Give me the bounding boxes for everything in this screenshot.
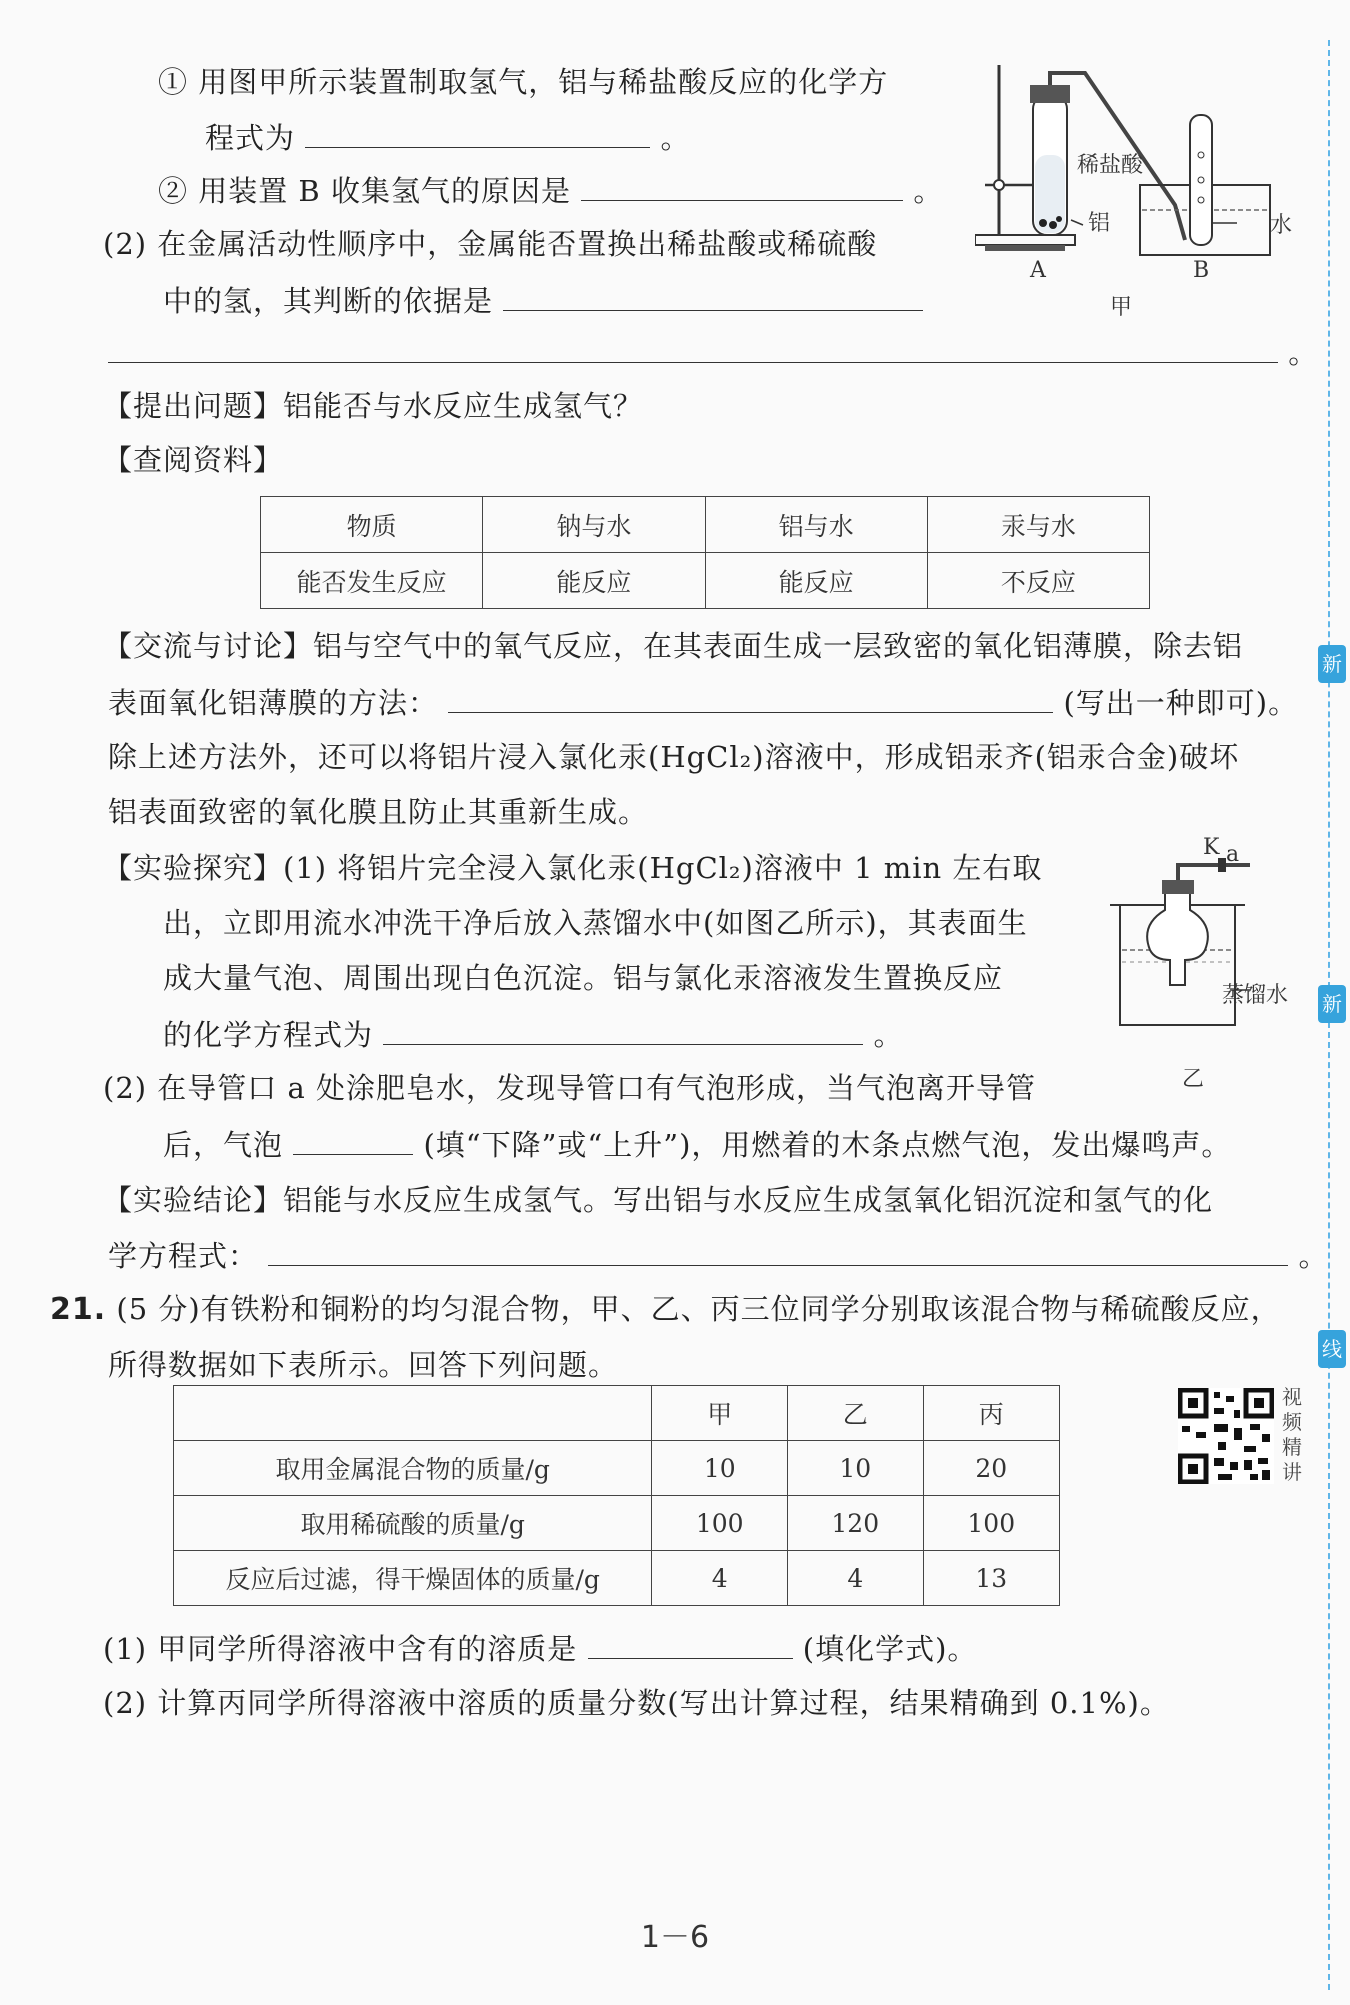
table2-header-row	[174, 1386, 1060, 1441]
side-tab: 线	[1318, 1330, 1346, 1368]
table1-header-cell: 钠与水	[483, 497, 705, 553]
qr-caption-char: 视	[1282, 1385, 1302, 1409]
table2-cell: 反应后过滤，得干燥固体的质量/g	[174, 1551, 652, 1606]
discuss-line4: 铝表面致密的氧化膜且防止其重新生成。	[108, 795, 649, 829]
table2-header-cell: 乙	[788, 1386, 924, 1441]
figure-yi-a-label: a	[1226, 842, 1240, 867]
table1-header-cell: 铝与水	[705, 497, 927, 553]
explore-line1: 【实验探究】(1) 将铝片完全浸入氯化汞(HgCl₂)溶液中 1 min 左右取	[103, 851, 1043, 885]
q1-reason-blank[interactable]	[581, 170, 903, 201]
table2-cell: 20	[923, 1441, 1059, 1496]
table2-cell: 取用稀硫酸的质量/g	[174, 1496, 652, 1551]
q1-part2-label: 中的氢，其判断的依据是	[163, 284, 494, 318]
table2-cell: 取用金属混合物的质量/g	[174, 1441, 652, 1496]
table2-header-cell: 甲	[652, 1386, 788, 1441]
figure-jia-apparatus	[975, 55, 1310, 325]
q1-part2-line3	[108, 332, 1318, 373]
table1-header-row	[261, 497, 1150, 553]
q1-step1-line1: ① 用图甲所示装置制取氢气，铝与稀盐酸反应的化学方	[158, 65, 889, 99]
data-table-experiments	[173, 1385, 1060, 1606]
explore-equation-blank[interactable]	[383, 1014, 863, 1045]
table2-cell: 4	[788, 1551, 924, 1606]
q1-step1-label: 程式为	[205, 121, 296, 155]
lookup-heading: 【查阅资料】	[103, 443, 284, 477]
figure-jia-acid-label: 稀盐酸	[1077, 153, 1144, 178]
q1-part2-line2	[163, 280, 923, 321]
conclusion-line2	[108, 1235, 1328, 1276]
q21-line2: 所得数据如下表所示。回答下列问题。	[108, 1348, 619, 1382]
table1-header-cell: 物质	[261, 497, 483, 553]
figure-jia-al-label: 铝	[1088, 211, 1111, 236]
discuss-line2	[108, 682, 1298, 723]
table2-row	[174, 1551, 1060, 1606]
q1-step2-end: 。	[913, 174, 944, 208]
qr-caption-char: 讲	[1282, 1460, 1302, 1484]
discuss-method-label: 表面氧化铝薄膜的方法：	[108, 686, 439, 720]
table1-cell: 不反应	[927, 553, 1149, 609]
q21-number: 21.	[50, 1292, 107, 1327]
figure-yi-k-label: K	[1203, 835, 1220, 860]
table2-cell: 120	[788, 1496, 924, 1551]
table1-cell: 能否发生反应	[261, 553, 483, 609]
figure-yi-caption: 乙	[1182, 1067, 1205, 1092]
q21-sub2-line: (2) 计算丙同学所得溶液中溶质的质量分数(写出计算过程，结果精确到 0.1%)。	[103, 1686, 1170, 1720]
page-number: 1－6	[640, 1920, 710, 1955]
qr-caption	[1282, 1385, 1306, 1485]
explore-line5: (2) 在导管口 a 处涂肥皂水，发现导管口有气泡形成，当气泡离开导管	[103, 1071, 1037, 1105]
figure-jia-a-label: A	[1030, 258, 1046, 283]
discuss-method-blank[interactable]	[448, 682, 1053, 713]
table2-cell: 10	[788, 1441, 924, 1496]
explore-equation-end: 。	[873, 1018, 904, 1052]
explore-bubble-hint: (填“下降”或“上升”)，用燃着的木条点燃气泡，发出爆鸣声。	[423, 1128, 1232, 1162]
explore-bubble-label: 后，气泡	[163, 1128, 284, 1162]
table1-row	[261, 553, 1150, 609]
conclusion-equation-blank[interactable]	[268, 1235, 1288, 1266]
side-margin-strip	[1310, 0, 1350, 2005]
explore-bubble-blank[interactable]	[293, 1124, 413, 1155]
qr-caption-char: 精	[1282, 1435, 1302, 1459]
table2-cell: 13	[923, 1551, 1059, 1606]
explore-line2: 出，立即用流水冲洗干净后放入蒸馏水中(如图乙所示)，其表面生	[163, 906, 1028, 940]
q1-basis-blank[interactable]	[503, 280, 923, 311]
explore-line4	[163, 1014, 903, 1055]
figure-yi-water-label: 蒸馏水	[1222, 983, 1289, 1008]
side-tab: 新	[1318, 985, 1346, 1023]
table2-cell: 100	[923, 1496, 1059, 1551]
q21-sub1-hint: (填化学式)。	[802, 1632, 978, 1666]
discuss-line3: 除上述方法外，还可以将铝片浸入氯化汞(HgCl₂)溶液中，形成铝汞齐(铝汞合金)破坏	[108, 740, 1240, 774]
side-tab: 新	[1318, 645, 1346, 683]
q21-stem: (5 分)有铁粉和铜粉的均匀混合物，甲、乙、丙三位同学分别取该混合物与稀硫酸反应，	[116, 1292, 1281, 1326]
qr-code-icon[interactable]	[1178, 1388, 1274, 1484]
table2-row	[174, 1496, 1060, 1551]
q1-step1-end: 。	[660, 121, 691, 155]
table2-cell: 4	[652, 1551, 788, 1606]
table2-cell: 10	[652, 1441, 788, 1496]
data-table-reactions	[260, 496, 1150, 609]
table2-row	[174, 1441, 1060, 1496]
q1-basis-blank-cont[interactable]	[108, 332, 1278, 363]
table1-cell: 能反应	[705, 553, 927, 609]
explore-equation-label: 的化学方程式为	[163, 1018, 374, 1052]
table2-cell: 100	[652, 1496, 788, 1551]
figure-jia-caption: 甲	[1110, 295, 1133, 320]
q1-step2-label: ② 用装置 B 收集氢气的原因是	[158, 174, 571, 208]
table2-header-cell	[174, 1386, 652, 1441]
table2-header-cell: 丙	[923, 1386, 1059, 1441]
discuss-line1: 【交流与讨论】铝与空气中的氧气反应，在其表面生成一层致密的氧化铝薄膜，除去铝	[103, 629, 1244, 663]
q21-line1	[50, 1289, 1281, 1330]
table1-cell: 能反应	[483, 553, 705, 609]
conclusion-line1: 【实验结论】铝能与水反应生成氢气。写出铝与水反应生成氢氧化铝沉淀和氢气的化	[103, 1183, 1214, 1217]
q1-part2-end: 。	[1288, 336, 1319, 370]
q1-equation-blank[interactable]	[305, 117, 650, 148]
q1-step2-line	[158, 170, 943, 211]
q1-step1-line2	[205, 117, 690, 158]
q1-part2-line1: (2) 在金属活动性顺序中，金属能否置换出稀盐酸或稀硫酸	[103, 227, 878, 261]
conclusion-end: 。	[1298, 1239, 1329, 1273]
figure-jia-water-label: 水	[1270, 213, 1293, 238]
figure-jia-b-label: B	[1193, 258, 1210, 283]
qr-caption-char: 频	[1282, 1410, 1302, 1434]
table1-header-cell: 汞与水	[927, 497, 1149, 553]
figure-yi-apparatus	[1110, 850, 1310, 1040]
q21-solute-blank[interactable]	[588, 1628, 793, 1659]
q21-sub1-line	[103, 1628, 977, 1669]
q21-sub1-label: (1) 甲同学所得溶液中含有的溶质是	[103, 1632, 578, 1666]
ask-question-line: 【提出问题】铝能否与水反应生成氢气？	[103, 389, 644, 423]
explore-line3: 成大量气泡、周围出现白色沉淀。铝与氯化汞溶液发生置换反应	[163, 961, 1004, 995]
explore-line6	[163, 1124, 1231, 1165]
discuss-method-hint: (写出一种即可)。	[1063, 686, 1299, 720]
conclusion-label: 学方程式：	[108, 1239, 259, 1273]
